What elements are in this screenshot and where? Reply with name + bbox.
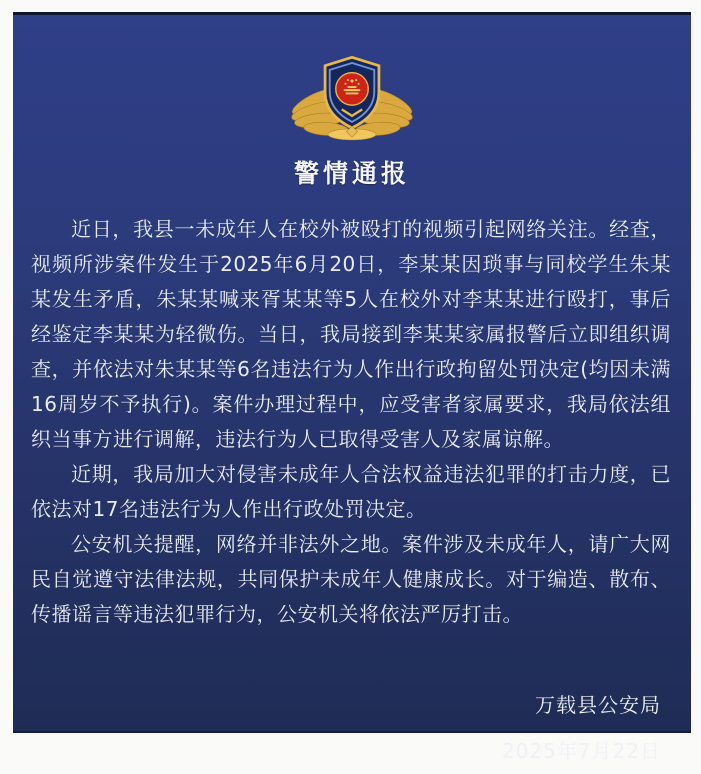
notice-panel: [13, 12, 691, 763]
notice-paragraph-3: 公安机关提醒，网络并非法外之地。案件涉及未成年人，请广大网民自觉遵守法律法规，共同保护未成年人健康成长。对于编造、散布、传播谣言等违法犯罪行为，公安机关将依法严厉打击。: [31, 532, 671, 626]
notice-paragraph-1: 近日，我县一未成年人在校外被殴打的视频引起网络关注。经查，视频所涉案件发生于2025年6月20日，李某某因琐事与同校学生朱某某发生矛盾，朱某某喊来胥某某等5人在校外对李某某进行殴打，事后经鉴定李某某为轻微伤。当日，我局接到李某某家属报警后立即组织调查，并依法对朱某某等6名违法行为人作出行政拘留处罚决定(均因未满16周岁不予执行)。案件办理过程中，应受害者家属要求，我局依法组织当事方进行调解，违法行为人已取得受害人及家属谅解。: [31, 217, 671, 451]
notice-title: 警情通报: [293, 159, 410, 188]
notice-body: [31, 212, 671, 632]
signature-block: [13, 682, 661, 774]
agency-name: 万载县公安局: [535, 693, 661, 717]
notice-paragraph-2: 近期，我局加大对侵害未成年人合法权益违法犯罪的打击力度，已依法对17名违法行为人作出行政处罚决定。: [31, 462, 671, 521]
notice-date: 2025年7月22日: [501, 739, 661, 763]
china-police-badge-icon: [287, 48, 417, 141]
